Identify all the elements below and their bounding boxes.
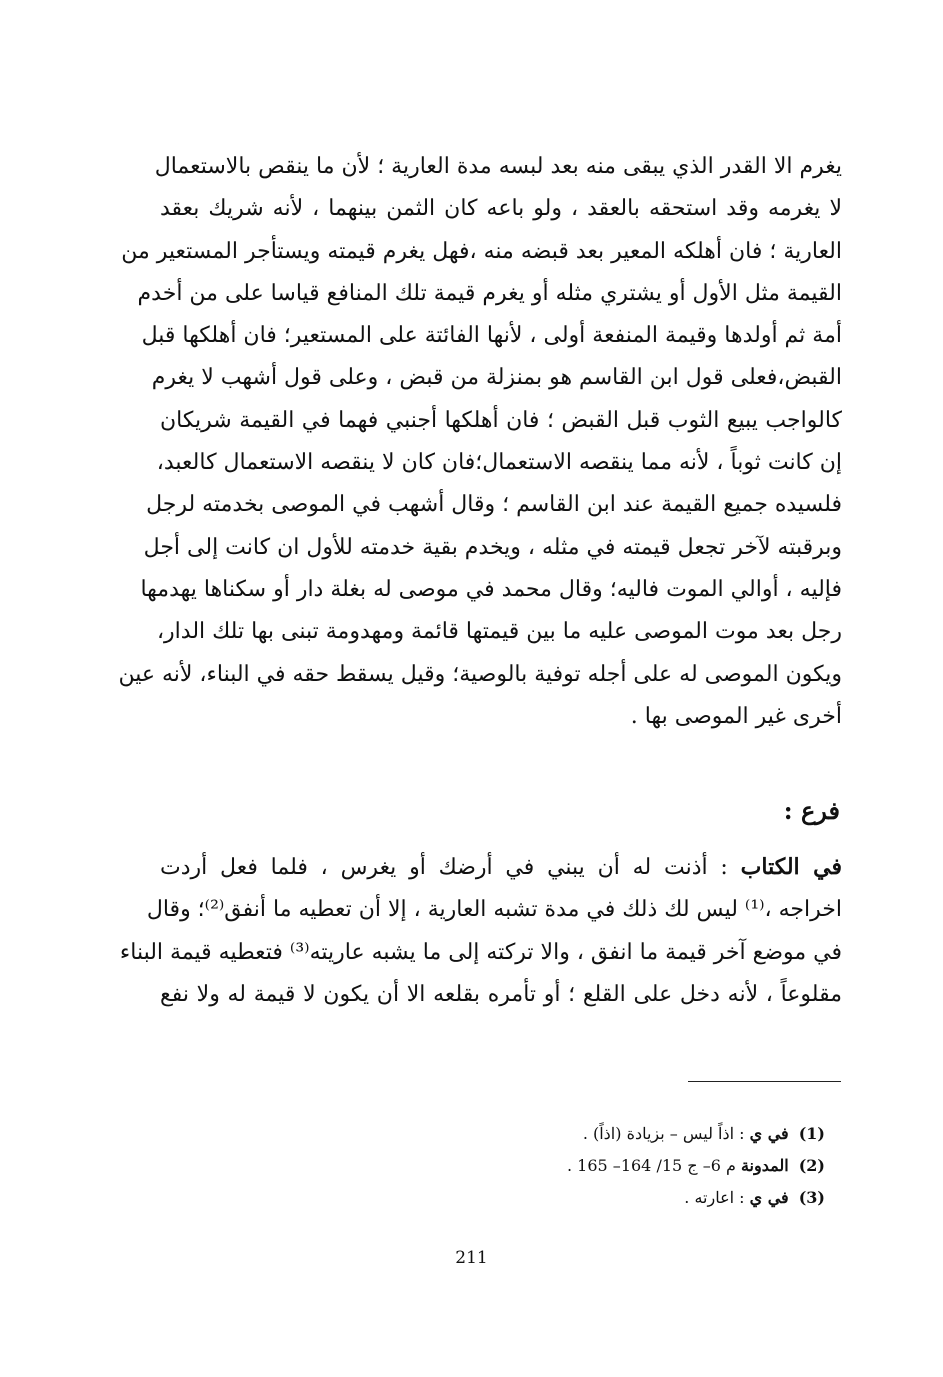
footnotes — [567, 1118, 825, 1214]
text-line: فلسيده جميع القيمة عند ابن القاسم ؛ وقال أشهب في الموصى بخدمته لرجل — [146, 492, 842, 518]
footnote-source: في ي — [749, 1124, 789, 1143]
footnote-text: : اذاً ليس – بزيادة (اذاً) . — [582, 1124, 750, 1143]
text-line: ويكون الموصى له على أجله توفية بالوصية؛ وقيل يسقط حقه في البناء، لأنه عين — [118, 661, 842, 687]
footnote-number: (2) — [798, 1156, 825, 1175]
footnote-text: م 6– ج 15/ 164– 165 . — [567, 1156, 741, 1175]
second-paragraph — [119, 846, 842, 1016]
text-line: لا يغرمه وقد استحقه بالعقد ، ولو باعه كان الثمن بينهما ، لأنه شريك بعقد — [160, 196, 842, 222]
text-line: أخرى غير الموصى بها . — [630, 703, 842, 729]
footnote-source: في ي — [749, 1188, 789, 1207]
text-line: العارية ؛ فان أهلكه المعير بعد قبضه منه ،فهل يغرم قيمته ويستأجر المستعير من — [121, 238, 842, 264]
text-line: يغرم الا القدر الذي يبقى منه بعد لبسه مدة العارية ؛ لأن ما ينقص بالاستعمال — [154, 154, 842, 179]
book-reference: في الكتاب — [740, 854, 842, 880]
text-line: مقلوعاً ، لأنه دخل على القلع ؛ أو تأمره بقلعه الا أن يكون لا قيمة له ولا نفع — [160, 981, 842, 1007]
footnote-number: (3) — [798, 1188, 825, 1207]
text-line: القيمة مثل الأول أو يشتري مثله أو يغرم قيمة تلك المنافع قياسا على من أخدم — [137, 280, 842, 306]
section-heading: فرع : — [783, 796, 840, 825]
main-paragraph — [118, 146, 842, 738]
text-line: اخراجه ،⁽¹⁾ ليس لك ذلك في مدة تشبه العارية ، إلا أن تعطيه ما أنفق⁽²⁾؛ وقال — [146, 897, 842, 923]
text-line: وبرقبته لآخر تجعل قيمته في مثله ، ويخدم بقية خدمته للأول ان كانت إلى أجل — [143, 534, 842, 560]
text-line: في موضع آخر قيمة ما انفق ، والا تركته إلى ما يشبه عاريته⁽³⁾ فتعطيه قيمة البناء — [119, 939, 842, 965]
text-line: إن كانت ثوباً ، لأنه مما ينقصه الاستعمال؛فان كان لا ينقصه الاستعمال كالعبد، — [156, 450, 842, 476]
footnote-text: : اعارته . — [684, 1188, 750, 1207]
footnote — [567, 1118, 825, 1150]
footnote — [567, 1182, 825, 1214]
text-fragment: : أذنت له أن يبني في أرضك أو يغرس ، فلما فعل أردت — [160, 855, 741, 880]
footnote-source: المدونة — [740, 1156, 789, 1175]
text-line: كالواجب يبيع الثوب قبل القبض ؛ فان أهلكها أجنبي فهما في القيمة شريكان — [160, 407, 842, 433]
text-line — [160, 846, 842, 889]
text-line: فإليه ، أوالي الموت فاليه؛ وقال محمد في موصى له بغلة دار أو سكناها يهدمها — [140, 576, 842, 602]
text-line: أمة ثم أولدها وقيمة المنفعة أولى ، لأنها الفائتة على المستعير؛ فان أهلكها قبل — [141, 323, 842, 349]
footnote-number: (1) — [798, 1124, 825, 1143]
page-number: 211 — [455, 1248, 488, 1268]
footnote — [567, 1150, 825, 1182]
text-line: القبض،فعلى قول ابن القاسم هو بمنزلة من قبض ، وعلى قول أشهب لا يغرم — [151, 365, 842, 391]
footnote-separator — [688, 1081, 841, 1082]
text-line: رجل بعد موت الموصى عليه ما بين قيمتها قائمة ومهدومة تبنى بها تلك الدار، — [156, 619, 842, 645]
